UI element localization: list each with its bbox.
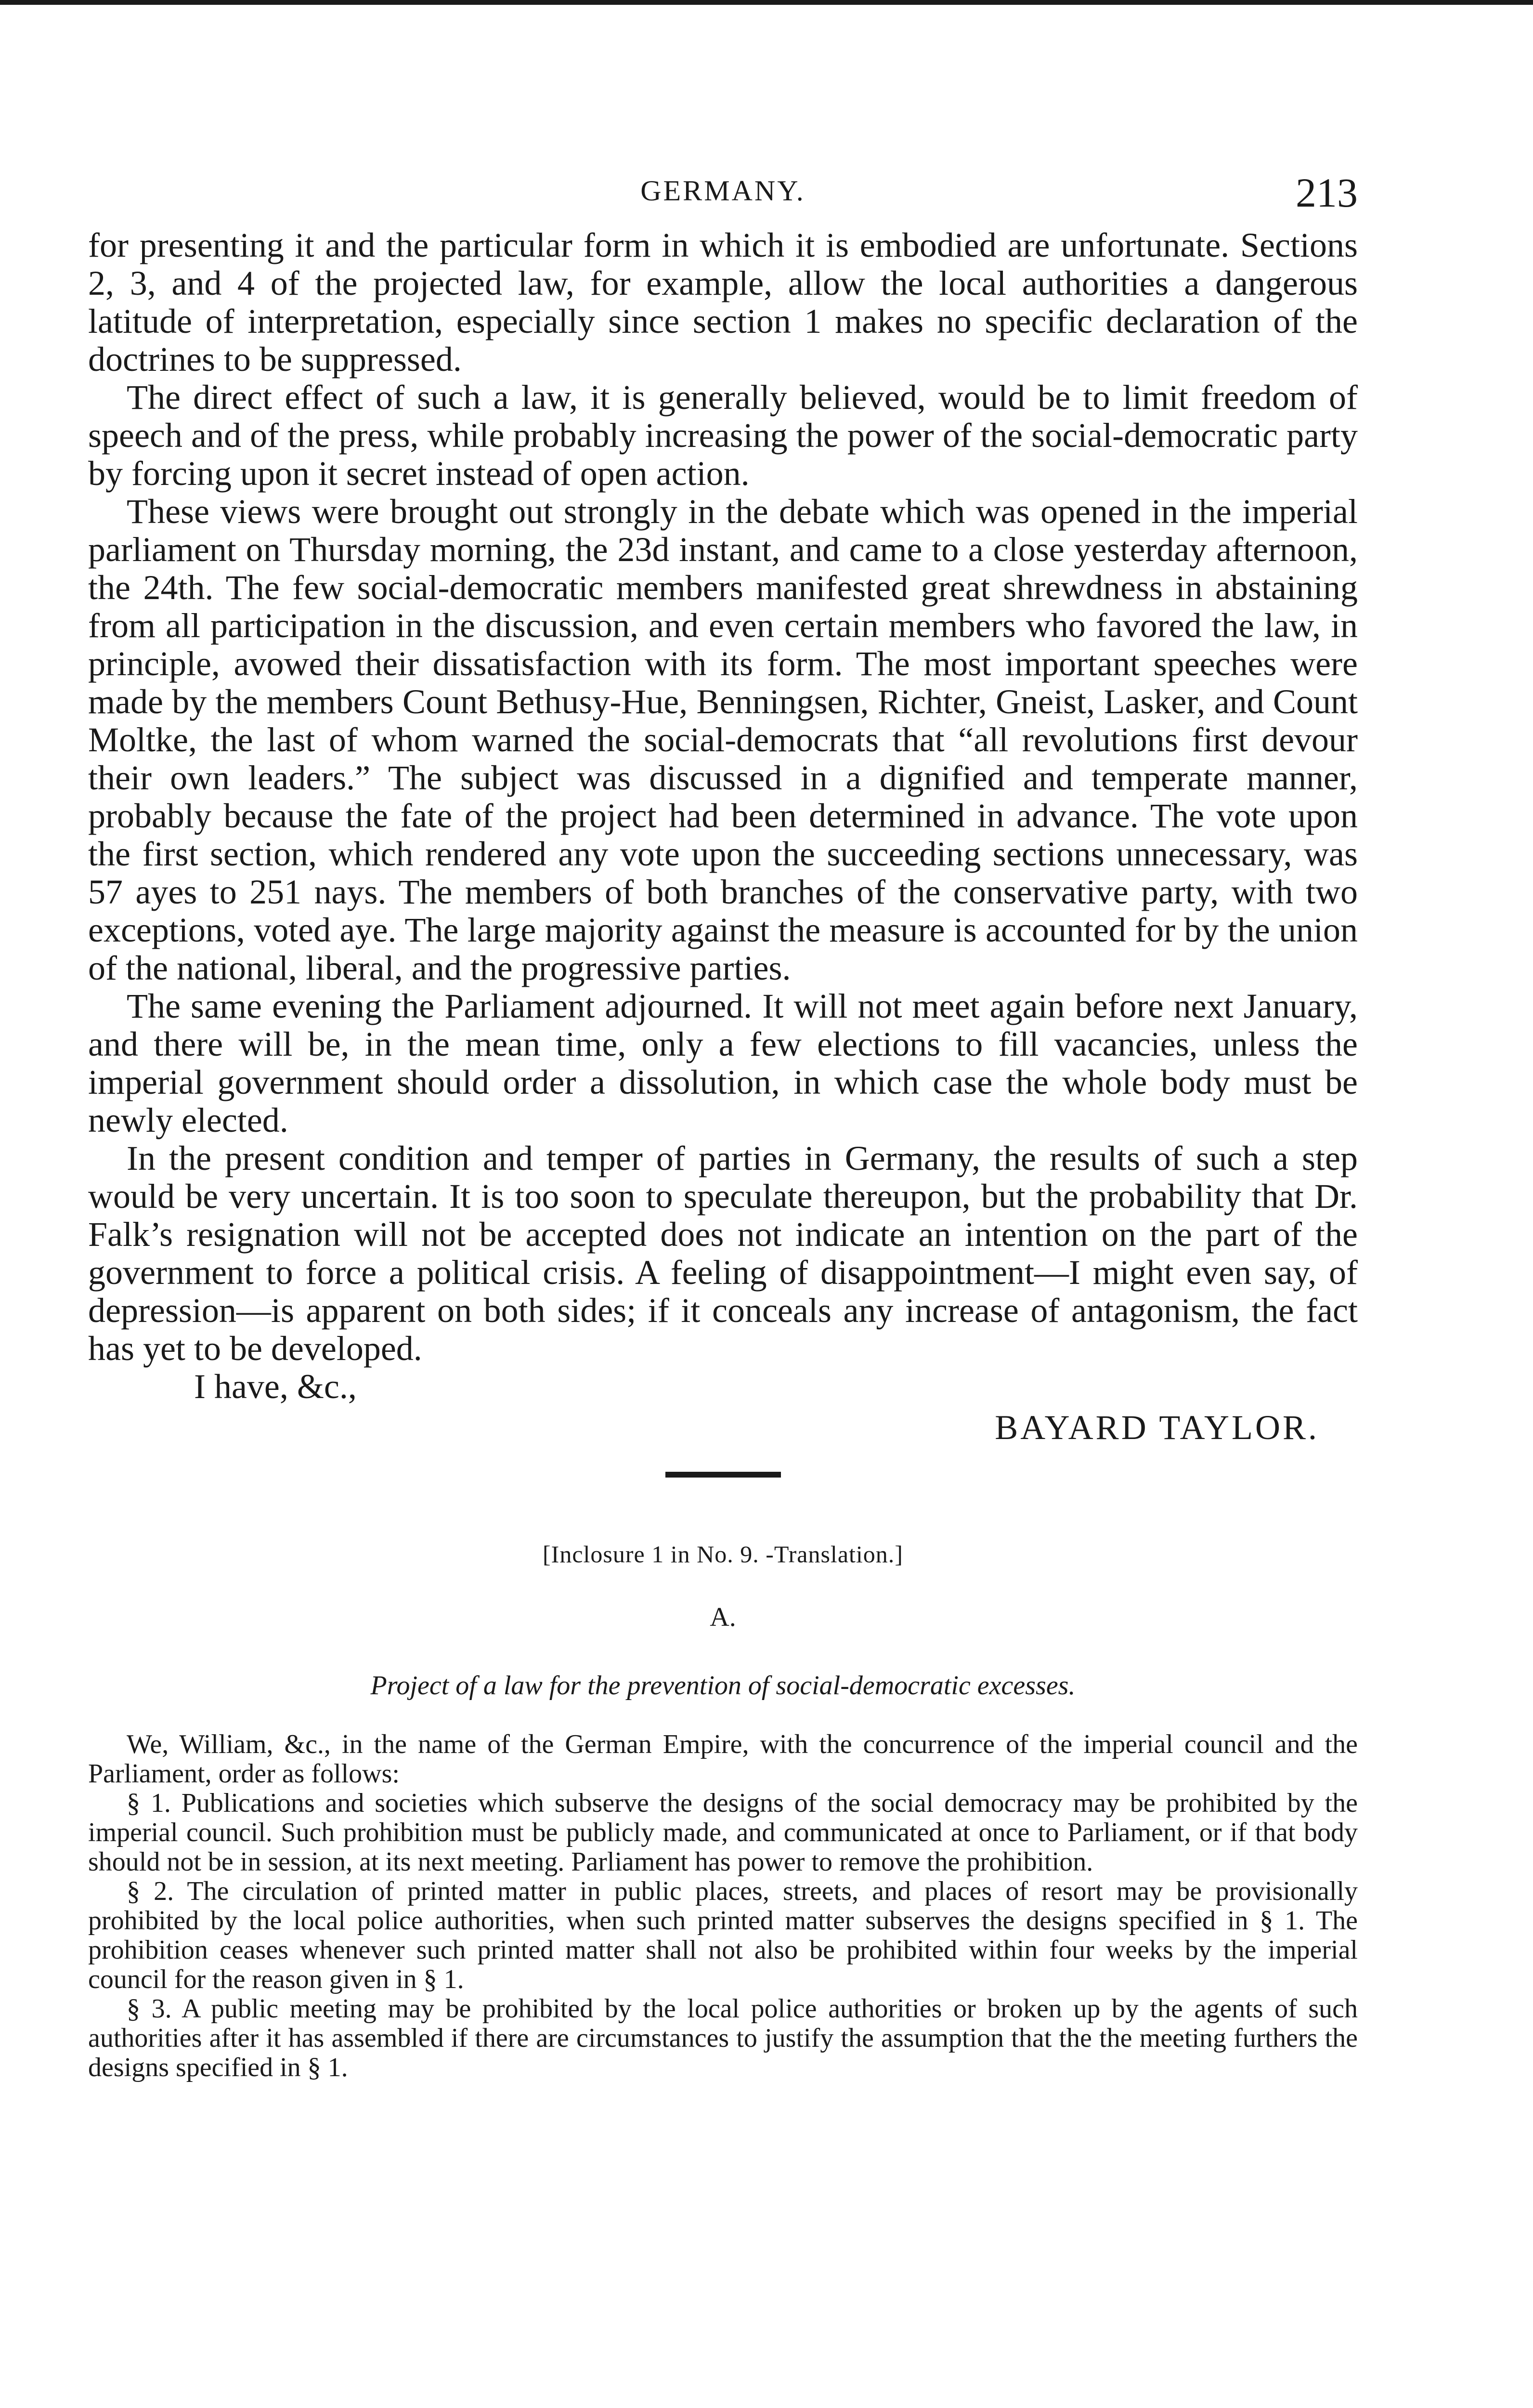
inclosure-body [88, 1730, 1358, 2082]
running-head [88, 169, 1358, 226]
inclosure-letter: A. [710, 1602, 736, 1632]
inclosure-heading: [Inclosure 1 in No. 9. -Translation.] [543, 1541, 903, 1568]
project-title: Project of a law for the prevention of social-democratic excesses. [370, 1671, 1076, 1701]
body-paragraph: The same evening the Parliament adjourned. It will not meet again before next January, and there will be, in the mean time, only a few elections to fill vacancies, unless the imperial government should order a dissolution, in which case the whole body must be newly elected. [88, 987, 1358, 1139]
body-paragraph: The direct effect of such a law, it is generally believed, would be to limit freedom of speech and of the press, while probably increasing the power of the social-democratic party by forcing upon it secret instead of open action. [88, 378, 1358, 493]
body-paragraph: These views were brought out strongly in the debate which was opened in the imperial parliament on Thursday morning, the 23d instant, and came to a close yesterday afternoon, the 24th. The few social-democratic members manifested great shrewdness in abstaining from all participation in the discussion, and even certain members who favored the law, in principle, avowed their dissatisfaction with its form. The most important speeches were made by the members Count Bethusy-Hue, Benningsen, Richter, Gneist, Lasker, and Count Moltke, the last of whom warned the social-democrats that “all revolutions first devour their own leaders.” The subject was discussed in a dignified and temperate manner, probably because the fate of the project had been determined in advance. The vote upon the first section, which rendered any vote upon the succeeding sections unnecessary, was 57 ayes to 251 nays. The members of both branches of the conservative party, with two exceptions, voted aye. The large majority against the measure is accounted for by the union of the national, liberal, and the progressive parties. [88, 492, 1358, 987]
salutation: I have, &c., [194, 1367, 357, 1406]
section-divider [665, 1472, 781, 1478]
running-title: GERMANY. [640, 175, 805, 207]
body-paragraph: for presenting it and the particular form in which it is embodied are unfortunate. Sections 2, 3, and 4 of the projected law, for example, allow the local authorities a dangerous latitude of interpretation, especially since section 1 makes no specific declaration of the doctrines to be suppressed. [88, 226, 1358, 379]
inclosure-paragraph: § 2. The circulation of printed matter in public places, streets, and places of resort may be provisionally prohibited by the local police authorities, when such printed matter subserves the designs specified in § 1. The prohibition ceases whenever such printed matter shall not also be prohibited within four weeks by the imperial council for the reason given in § 1. [88, 1876, 1358, 1994]
page-number: 213 [1296, 170, 1358, 216]
body-paragraph: In the present condition and temper of parties in Germany, the results of such a step would be very uncertain. It is too soon to speculate thereupon, but the probability that Dr. Falk’s resignation will not be accepted does not indicate an intention on the part of the government to force a political crisis. A feeling of disappointment—I might even say, of depression—is apparent on both sides; if it conceals any increase of antagonism, the fact has yet to be developed. [88, 1139, 1358, 1368]
signature: BAYARD TAYLOR. [995, 1408, 1319, 1447]
letter-body [88, 226, 1358, 1406]
document-page [88, 169, 1358, 2082]
page-top-border [0, 0, 1533, 5]
inclosure-paragraph: § 1. Publications and societies which subserve the designs of the social democracy may be prohibited by the imperial council. Such prohibition must be publicly made, and communicated at once to Parliament, or if that body should not be in session, at its next meeting. Parliament has power to remove the prohibition. [88, 1788, 1358, 1877]
inclosure-paragraph: § 3. A public meeting may be prohibited by the local police authorities or broken up by the agents of such authorities after it has assembled if there are circumstances to justify the assumption that the the meeting furthers the designs specified in § 1. [88, 1994, 1358, 2082]
inclosure-paragraph: We, William, &c., in the name of the German Empire, with the concurrence of the imperial council and the Parliament, order as follows: [88, 1729, 1358, 1789]
